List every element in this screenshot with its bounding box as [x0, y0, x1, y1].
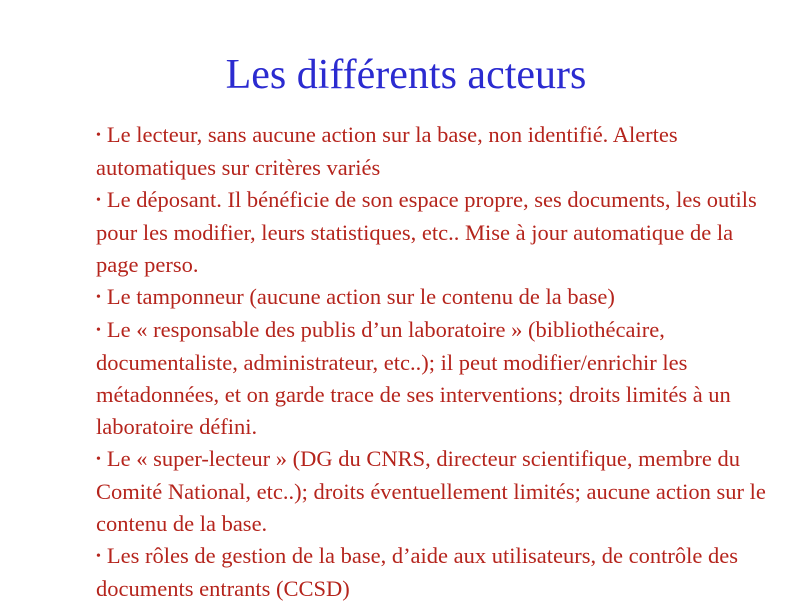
bullet-text: Le déposant. Il bénéficie de son espace propre, ses documents, les outils pour les modifier, leurs statistiques, etc.. Mise à jour automatique de la page perso.: [96, 187, 757, 277]
bullet-icon: •: [96, 193, 101, 208]
bullet-text: Les rôles de gestion de la base, d’aide aux utilisateurs, de contrôle des documents entrants (CCSD): [96, 543, 738, 601]
bullet-item-deposant: [96, 184, 776, 281]
bullet-icon: •: [96, 128, 101, 143]
bullet-text: Le tamponneur (aucune action sur le contenu de la base): [106, 284, 615, 309]
bullet-item-roles-gestion: [96, 540, 776, 605]
bullet-icon: •: [96, 323, 101, 338]
bullet-item-super-lecteur: [96, 443, 776, 540]
bullet-item-responsable-publis: [96, 314, 776, 443]
bullet-text: Le lecteur, sans aucune action sur la base, non identifié. Alertes automatiques sur critères variés: [96, 122, 678, 180]
bullet-text: Le « responsable des publis d’un laboratoire » (bibliothécaire, documentaliste, administrateur, etc..); il peut modifier/enrichir les métadonnées, et on garde trace de ses interventions; droits limités à un laboratoire défini.: [96, 317, 731, 439]
bullet-text: Le « super-lecteur » (DG du CNRS, directeur scientifique, membre du Comité National, etc..); droits éventuellement limités; aucune action sur le contenu de la base.: [96, 446, 766, 536]
bullet-item-lecteur: [96, 119, 776, 184]
bullet-icon: •: [96, 452, 101, 467]
bullet-icon: •: [96, 549, 101, 564]
bullet-icon: •: [96, 290, 101, 305]
slide-title: Les différents acteurs: [225, 52, 587, 98]
bullet-item-tamponneur: [96, 281, 776, 314]
bullet-list: [96, 119, 776, 605]
